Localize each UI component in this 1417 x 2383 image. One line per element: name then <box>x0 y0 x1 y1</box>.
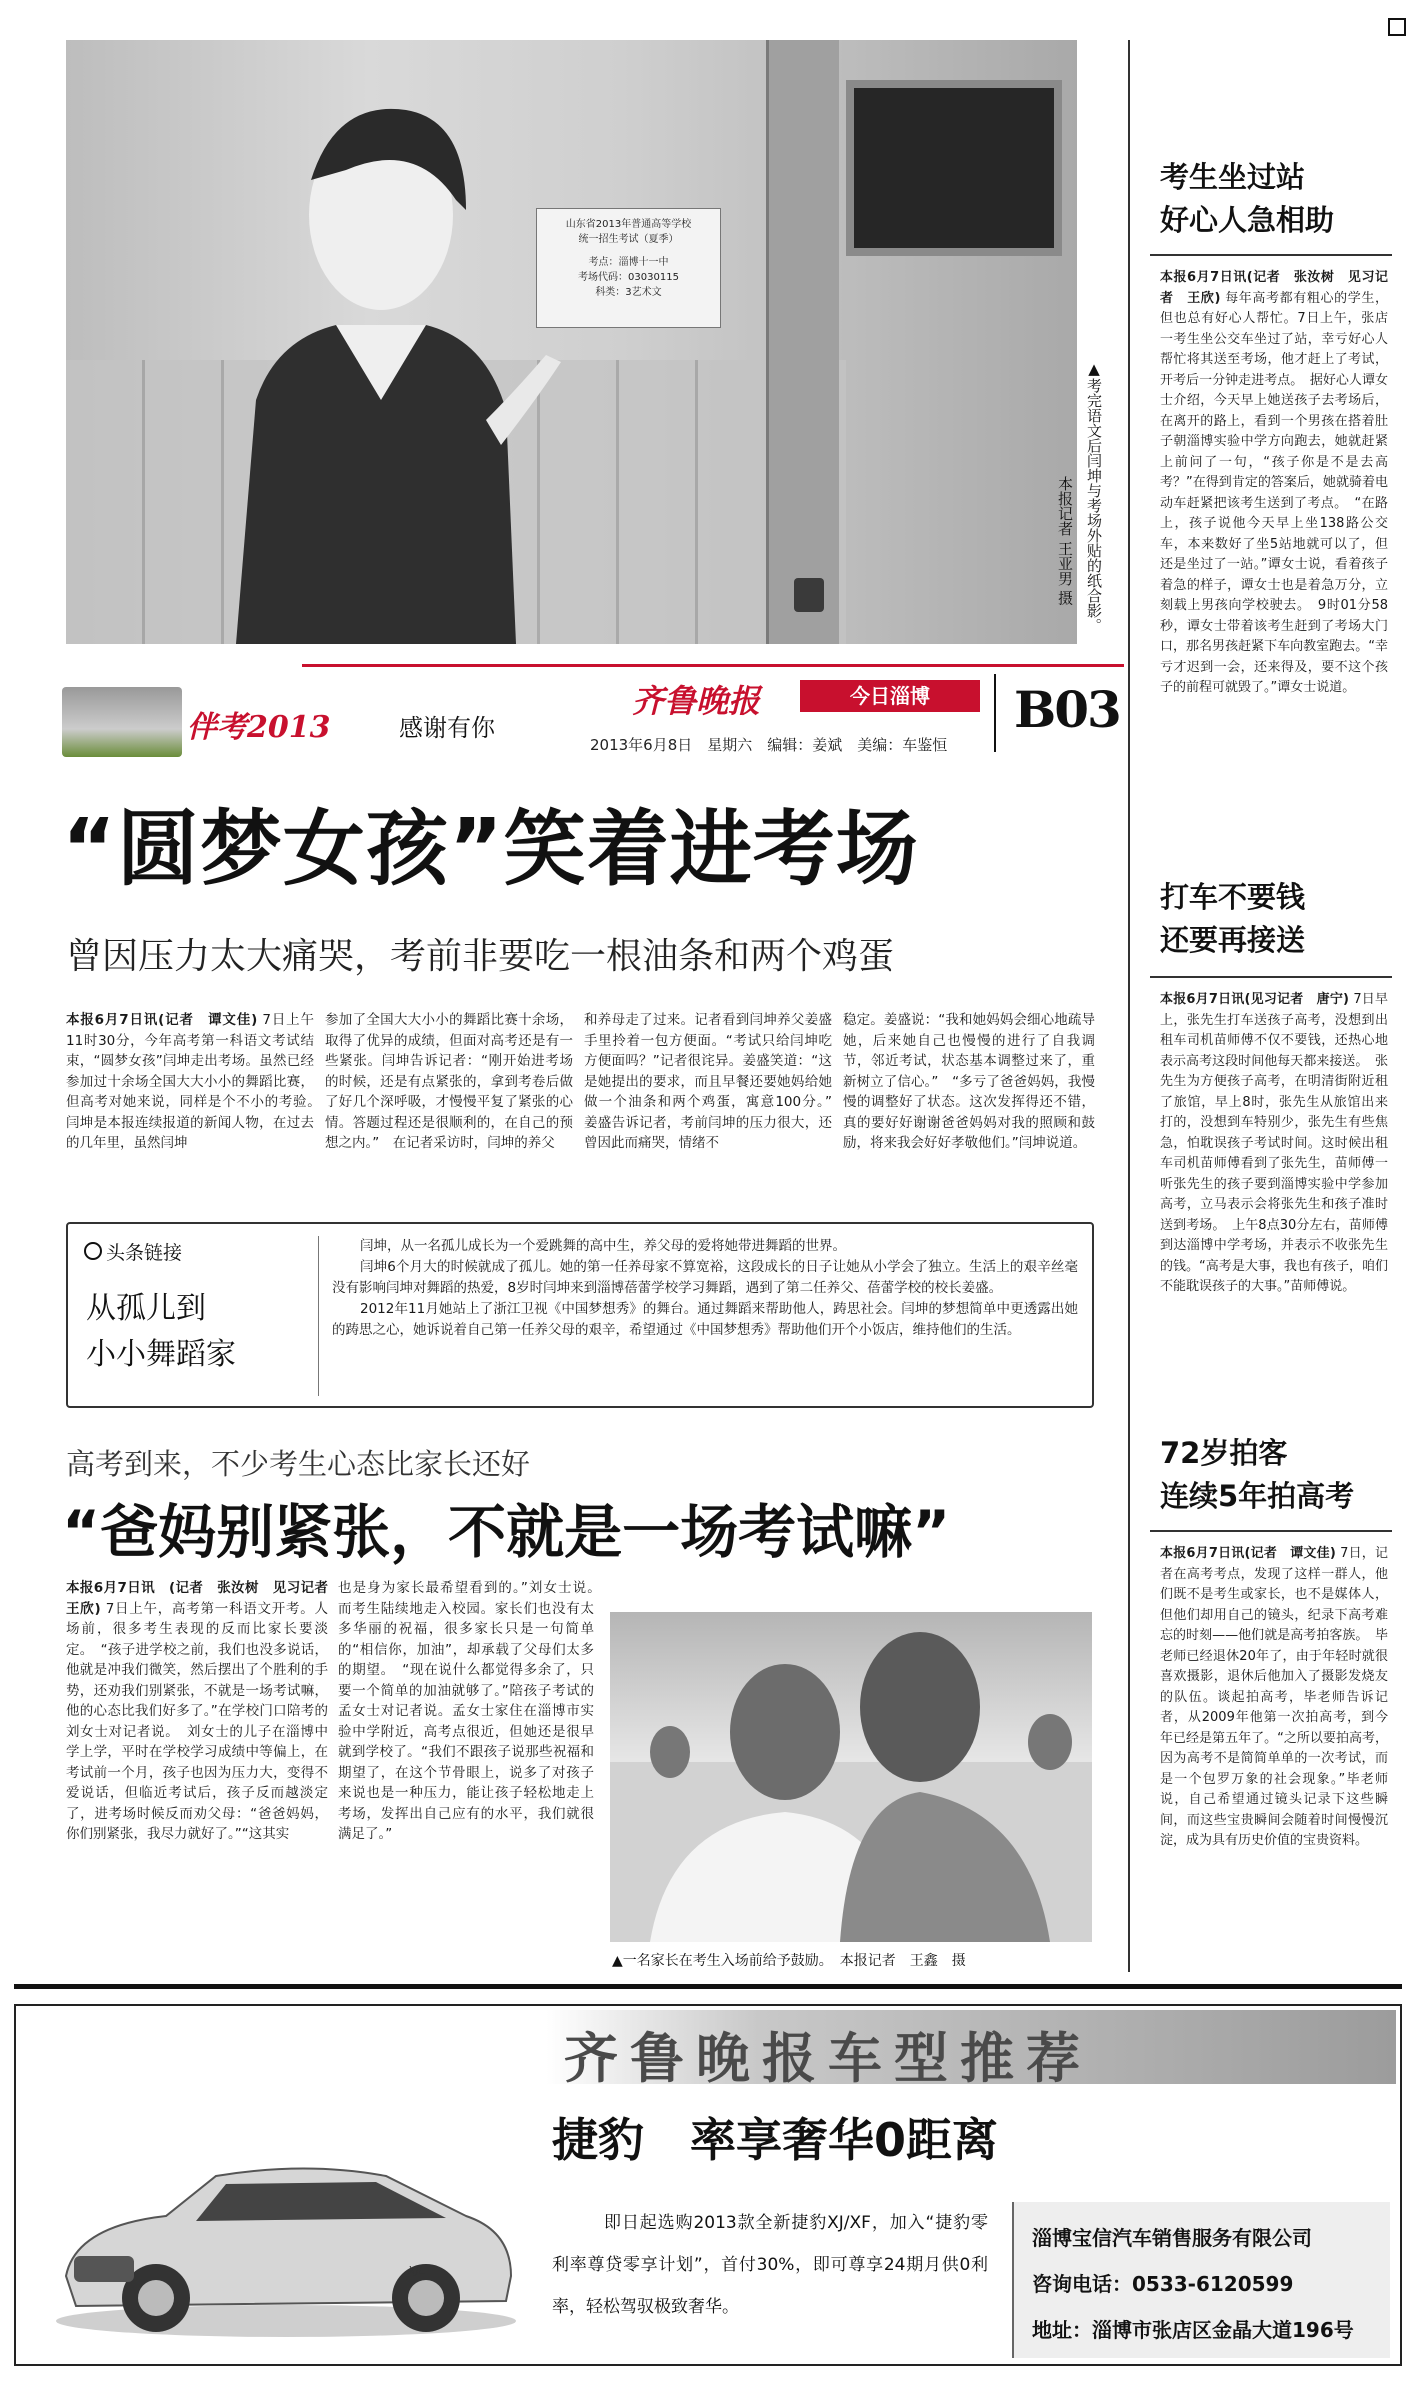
main-subhead: 曾因压力太大痛哭，考前非要吃一根油条和两个鸡蛋 <box>66 936 895 977</box>
sign-line: 考场代码：03030115 <box>578 272 679 283</box>
right-story-3-rule <box>1150 1530 1392 1532</box>
second-photo-caption: ▲一名家长在考生入场前给予鼓励。 本报记者 王鑫 摄 <box>612 1953 966 1969</box>
series-title: 伴考2013 <box>187 710 331 745</box>
series-illustration <box>62 687 182 757</box>
paragraph: 每年高考都有粗心的学生，但也总有好心人帮忙。7日上午，张店一考生坐公交车坐过了站，幸亏好心人帮忙将其送至考场，他才赶上了考试，开考后一分钟走进考点。 据好心人谭女士介绍，今天早上她送孩子去考场后，在离开的路上，看到一个男孩在搭着肚子朝淄博实验中学方向跑去，她就赶紧上前问了一句，“孩子你是不是去高考？”在得到肯定的答案后，她就骑着电动车赶紧把该考生送到了考点。 “在路上，孩子说他今天早上坐138路公交车，本来数好了坐5站地就可以了，但还是坐过了一站。”谭女士说，看着孩子着急的样子，谭女士也是着急万分，立刻载上男孩向学校驶去。 9时01分58秒，谭女士带着该考生赶到了考场大门口，那名男孩赶紧下车向教室跑去。“幸亏才迟到一会，还来得及，要不这个孩子的前程可就毁了。”谭女士说道。 <box>1160 290 1388 695</box>
paragraph: 2012年11月她站上了浙江卫视《中国梦想秀》的舞台。通过舞蹈来帮助他人，踌思社会。闫坤的梦想简单中更透露出她的踌思之心，她诉说着自己第一任养父母的艰辛，希望通过《中国梦想秀》帮助他们开个小饭店，维持他们的生活。 <box>332 1301 1078 1338</box>
byline: 本报6月7日讯(见习记者 唐宁) <box>1160 992 1349 1007</box>
paragraph: 闫坤6个月大的时候就成了孤儿。她的第一任养母家不算宽裕，这段成长的日子让她从小学会了独立。生活上的艰辛丝毫没有影响闫坤对舞蹈的热爱，8岁时闫坤来到淄博蓓蕾学校学习舞蹈，遇到了第二任养父、蓓蕾学校的校长姜盛。 <box>332 1259 1078 1296</box>
title-line: 从孤儿到 <box>86 1291 206 1326</box>
second-story-col-1 <box>66 1578 342 1845</box>
paragraph: 7日上午11时30分，今年高考第一科语文考试结束，“圆梦女孩”闫坤走出考场。虽然已经参加过十余场全国大大小小的舞蹈比赛，但高考对她来说，同样是个不小的考验。 闫坤是本报连续报道的新闻人物，在过去的几年里，虽然闫坤 <box>66 1012 328 1151</box>
headline-line: 打车不要钱 <box>1160 880 1306 914</box>
related-link-body <box>332 1236 1078 1341</box>
second-kicker: 高考到来，不少考生心态比家长还好 <box>66 1447 531 1481</box>
ad-address: 地址：淄博市张店区金晶大道196号 <box>1032 2318 1354 2342</box>
page-number-divider <box>994 674 996 752</box>
byline: 本报6月7日讯 (记者 张汝树 见习记者 王欣) <box>66 1580 342 1617</box>
caption-text: ▲考完语文后闫坤与考场外贴的纸合影。 <box>1085 360 1103 633</box>
second-story-col-2 <box>338 1578 608 1845</box>
byline: 本报6月7日讯(记者 谭文佳) <box>66 1012 258 1028</box>
car-ad <box>14 2004 1402 2366</box>
sign-line: 山东省2013年普通高等学校 <box>565 219 692 230</box>
title-line: 小小舞蹈家 <box>86 1337 236 1372</box>
main-story-col-3 <box>584 1010 846 1154</box>
exam-sign <box>536 208 721 328</box>
masthead <box>62 662 1124 758</box>
headline-line: 考生坐过站 <box>1160 160 1306 194</box>
second-headline: “爸妈别紧张，不就是一场考试嘛” <box>62 1498 951 1566</box>
dateline: 2013年6月8日 星期六 编辑：姜斌 美编：车鉴恒 <box>590 736 948 754</box>
related-link-title <box>86 1286 236 1378</box>
related-link-divider <box>318 1236 319 1396</box>
paragraph: 7日上午，高考第一科语文开考。人场前，很多考生表现的反而比家长要淡定。 “孩子进学校之前，我们也没多说话，他就是冲我们微笑，然后摆出了个胜利的手势，还劝我们别紧张，不就是一场考试嘛，他的心态比我们好多了。”在学校门口陪考的刘女士对记者说。 刘女士的儿子在淄博中学上学，平时在学校学习成绩中等偏上，在考试前一个月，孩子也因为压力大，变得不爱说话，但临近考试后，孩子反而越淡定了，进考场时候反而劝父母：“爸爸妈妈，你们别紧张，我尽力就好了。”“这其实 <box>66 1600 329 1842</box>
sign-line: 科类：3艺术文 <box>595 287 662 298</box>
paper-name: 齐鲁晚报 <box>632 682 761 720</box>
paragraph: 闫坤，从一名孤儿成长为一个爱跳舞的高中生，养父母的爱将她带进舞蹈的世界。 <box>360 1238 846 1254</box>
page-bottom-rule <box>14 1984 1402 1989</box>
byline: 本报6月7日讯(记者 张汝树 见习记者 王欣) <box>1160 270 1388 306</box>
right-story-1-rule <box>1150 254 1392 256</box>
related-link-box <box>66 1222 1094 1408</box>
window <box>846 80 1062 256</box>
right-story-2-headline <box>1160 876 1390 962</box>
top-photo <box>66 40 1077 644</box>
right-story-3-body <box>1160 1544 1388 1852</box>
sign-line: 考点：淄博十一中 <box>588 257 669 268</box>
ad-headline: 捷豹 率享奢华0距离 <box>552 2113 999 2167</box>
second-photo <box>610 1612 1092 1942</box>
ad-body: 即日起选购2013款全新捷豹XJ/XF，加入“捷豹零利率尊贷零享计划”，首付30%，即可尊享24期月供0利率，轻松驾驭极致奢华。 <box>552 2213 988 2317</box>
sign-line: 统一招生考试（夏季） <box>578 234 679 245</box>
main-story-col-4 <box>843 1010 1095 1154</box>
headline-line: 好心人急相助 <box>1160 203 1335 237</box>
credit-text: 本报记者 王亚男 摄 <box>1056 476 1074 606</box>
masthead-red-rule <box>302 664 1124 667</box>
headline-line: 还要再接送 <box>1160 923 1306 957</box>
page-number: B03 <box>1014 680 1120 739</box>
ad-phone: 咨询电话：0533-6120599 <box>1032 2272 1294 2296</box>
right-story-2-body <box>1160 990 1388 1298</box>
paragraph: 也是身为家长最希望看到的。”刘女士说。 而考生陆续地走入校园。家长们也没有太多华丽的祝福，很多家长只是一句简单的“相信你，加油”，却承载了父母们太多的期望。 “现在说什么都觉得多余了，只要一个简单的加油就够了。”陪孩子考试的孟女士对记者说。孟女士家住在淄博市实验中学附近，高考点很近，但她还是很早就到学校了。“我们不跟孩子说那些祝福和期望了，在这个节骨眼上，说多了对孩子来说也是一种压力，能让孩子轻松地走上考场，发挥出自己应有的水平，我们就很满足了。” <box>338 1580 608 1842</box>
byline: 本报6月7日讯(记者 谭文佳) <box>1160 1546 1336 1561</box>
headline-line: 连续5年拍高考 <box>1160 1479 1355 1513</box>
right-column-rule <box>1128 40 1130 1972</box>
tag-label: 头条链接 <box>106 1242 183 1264</box>
top-photo-credit <box>1053 476 1075 606</box>
right-story-1-headline <box>1160 156 1390 242</box>
paragraph: 稳定。姜盛说：“我和她妈妈会细心地疏导她，后来她自己也慢慢的进行了自我调节，邻近考试，状态基本调整过来了，重新树立了信心。” “多亏了爸爸妈妈，我慢慢的调整好了状态。这次发挥得还不错，真的要好好谢谢爸爸妈妈对我的照顾和鼓励，将来我会好好孝敬他们。”闫坤说道。 <box>843 1012 1095 1151</box>
top-photo-caption <box>1082 360 1104 633</box>
door <box>766 40 839 644</box>
series-subtitle: 感谢有你 <box>399 714 495 742</box>
registration-mark <box>1388 18 1406 36</box>
paragraph: 7日，记者在高考考点，发现了这样一群人，他们既不是考生或家长，也不是媒体人，但他们却用自己的镜头，纪录下高考难忘的时刻——他们就是高考拍客族。 毕老师已经退休20年了，由于年轻时就很喜欢摄影，退休后他加入了摄影发烧友的队伍。谈起拍高考，毕老师告诉记者，从2009年他第一次拍高考，到今年已经是第五年了。“之所以要拍高考，因为高考不是简简单单的一次考试，而是一个包罗万象的社会现象。”毕老师说，自己希望通过镜头记录下这些瞬间，而这些宝贵瞬间会随着时间慢慢沉淀，成为具有历史价值的宝贵资料。 <box>1160 1546 1388 1848</box>
ad-company: 淄博宝信汽车销售服务有限公司 <box>1032 2226 1312 2250</box>
related-link-tag <box>84 1238 182 1265</box>
right-story-2-rule <box>1150 976 1392 978</box>
student-figure <box>216 100 576 644</box>
circle-icon <box>84 1242 102 1260</box>
ad-contact-box <box>1012 2202 1390 2358</box>
right-story-1-body <box>1160 268 1388 699</box>
main-story-col-2 <box>325 1010 573 1154</box>
paragraph: 7日早上，张先生打车送孩子高考，没想到出租车司机苗师傅不仅不要钱，还热心地表示高考这段时间他每天都来接送。 张先生为方便孩子高考，在明清街附近租了旅馆，早上8时，张先生从旅馆出来打的，没想到车特别少，张先生有些焦急，怕耽误孩子考试时间。这时候出租车司机苗师傅看到了张先生，苗师傅一听张先生的孩子要到淄博实验中学参加高考，立马表示会将张先生和孩子准时送到考场。 上午8点30分左右，苗师傅到达淄博中学考场，并表示不收张先生的钱。“高考是大事，我也有孩子，咱们不能耽误孩子的大事。”苗师傅说。 <box>1160 992 1388 1294</box>
car-badge: XJL <box>408 2264 425 2277</box>
ad-banner: 齐鲁晚报车型推荐 <box>564 2026 1092 2090</box>
paragraph: 参加了全国大大小小的舞蹈比赛十余场，取得了优异的成绩，但面对高考还是有一些紧张。闫坤告诉记者：“刚开始进考场的时候，还是有点紧张的，拿到考卷后做了好几个深呼吸，才慢慢平复了紧张的心情。答题过程还是很顺利的，在自己的预想之内。” 在记者采访时，闫坤的养父 <box>325 1012 573 1151</box>
jaguar-car-illustration <box>46 2106 526 2346</box>
section-label: 今日淄博 <box>800 680 980 712</box>
headline-line: 72岁拍客 <box>1160 1436 1288 1470</box>
padlock-icon <box>794 578 824 612</box>
main-story-col-1 <box>66 1010 328 1154</box>
paragraph: 和养母走了过来。记者看到闫坤养父姜盛手里拎着一包方便面。“考试只给闫坤吃方便面吗？”记者很诧异。姜盛笑道：“这是她提出的要求，而且早餐还要她妈给她做一个油条和两个鸡蛋，寓意100分。” 姜盛告诉记者，考前闫坤的压力很大，还曾因此而痛哭，情绪不 <box>584 1012 846 1151</box>
main-headline: “圆梦女孩”笑着进考场 <box>62 802 919 897</box>
right-story-3-headline <box>1160 1432 1390 1518</box>
parent-and-student-figures <box>610 1612 1092 1942</box>
